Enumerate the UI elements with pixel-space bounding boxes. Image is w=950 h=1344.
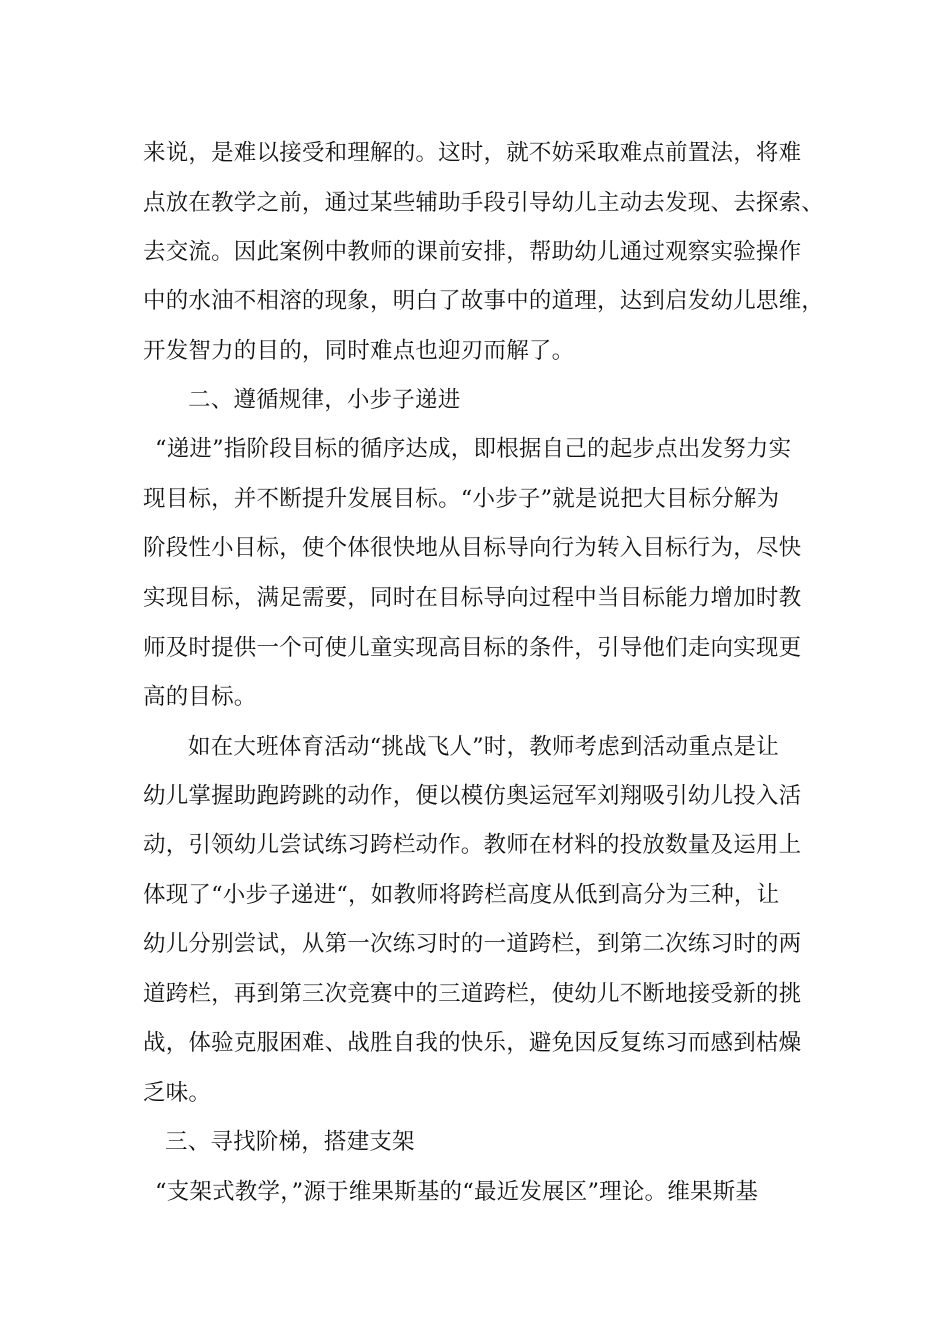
paragraph-line: 去交流。因此案例中教师的课前安排，帮助幼儿通过观察实验操作	[143, 239, 802, 265]
paragraph-line: 中的水油不相溶的现象，明白了故事中的道理，达到启发幼儿思维，	[143, 288, 825, 314]
paragraph-line: “支架式教学，”源于维果斯基的“最近发展区”理论。维果斯基	[155, 1179, 759, 1205]
section-heading: 三、寻找阶梯，搭建支架	[165, 1129, 415, 1155]
paragraph-line: 点放在教学之前，通过某些辅助手段引导幼儿主动去发现、去探索、	[143, 190, 825, 216]
paragraph-line: 开发智力的目的，同时难点也迎刃而解了。	[143, 338, 575, 364]
paragraph-line: 体现了“小步子递进“，如教师将跨栏高度从低到高分为三种，让	[143, 882, 780, 908]
paragraph-line: 战，体验克服困难、战胜自我的快乐，避免因反复练习而感到枯燥	[143, 1030, 802, 1056]
paragraph-line: 幼儿掌握助跑跨跳的动作，便以模仿奥运冠军刘翔吸引幼儿投入活	[143, 783, 802, 809]
paragraph-line: “递进”指阶段目标的循序达成，即根据自己的起步点出发努力实	[155, 436, 792, 462]
paragraph-line: 师及时提供一个可使儿童实现高目标的条件，引导他们走向实现更	[143, 635, 802, 661]
paragraph-line: 来说，是难以接受和理解的。这时，就不妨采取难点前置法，将难	[143, 140, 802, 166]
paragraph-line: 动，引领幼儿尝试练习跨栏动作。教师在材料的投放数量及运用上	[143, 832, 802, 858]
section-heading: 二、遵循规律，小步子递进	[188, 387, 461, 413]
paragraph-line: 实现目标，满足需要，同时在目标导向过程中当目标能力增加时教	[143, 585, 802, 611]
paragraph-line: 如在大班体育活动“挑战飞人”时，教师考虑到活动重点是让	[188, 734, 779, 760]
paragraph-line: 道跨栏，再到第三次竞赛中的三道跨栏，使幼儿不断地接受新的挑	[143, 981, 802, 1007]
paragraph-line: 高的目标。	[143, 684, 257, 710]
paragraph-line: 现目标，并不断提升发展目标。“小步子”就是说把大目标分解为	[143, 486, 780, 512]
paragraph-line: 阶段性小目标，使个体很快地从目标导向行为转入目标行为，尽快	[143, 535, 802, 561]
paragraph-line: 乏味。	[143, 1080, 212, 1106]
paragraph-line: 幼儿分别尝试，从第一次练习时的一道跨栏，到第二次练习时的两	[143, 931, 802, 957]
